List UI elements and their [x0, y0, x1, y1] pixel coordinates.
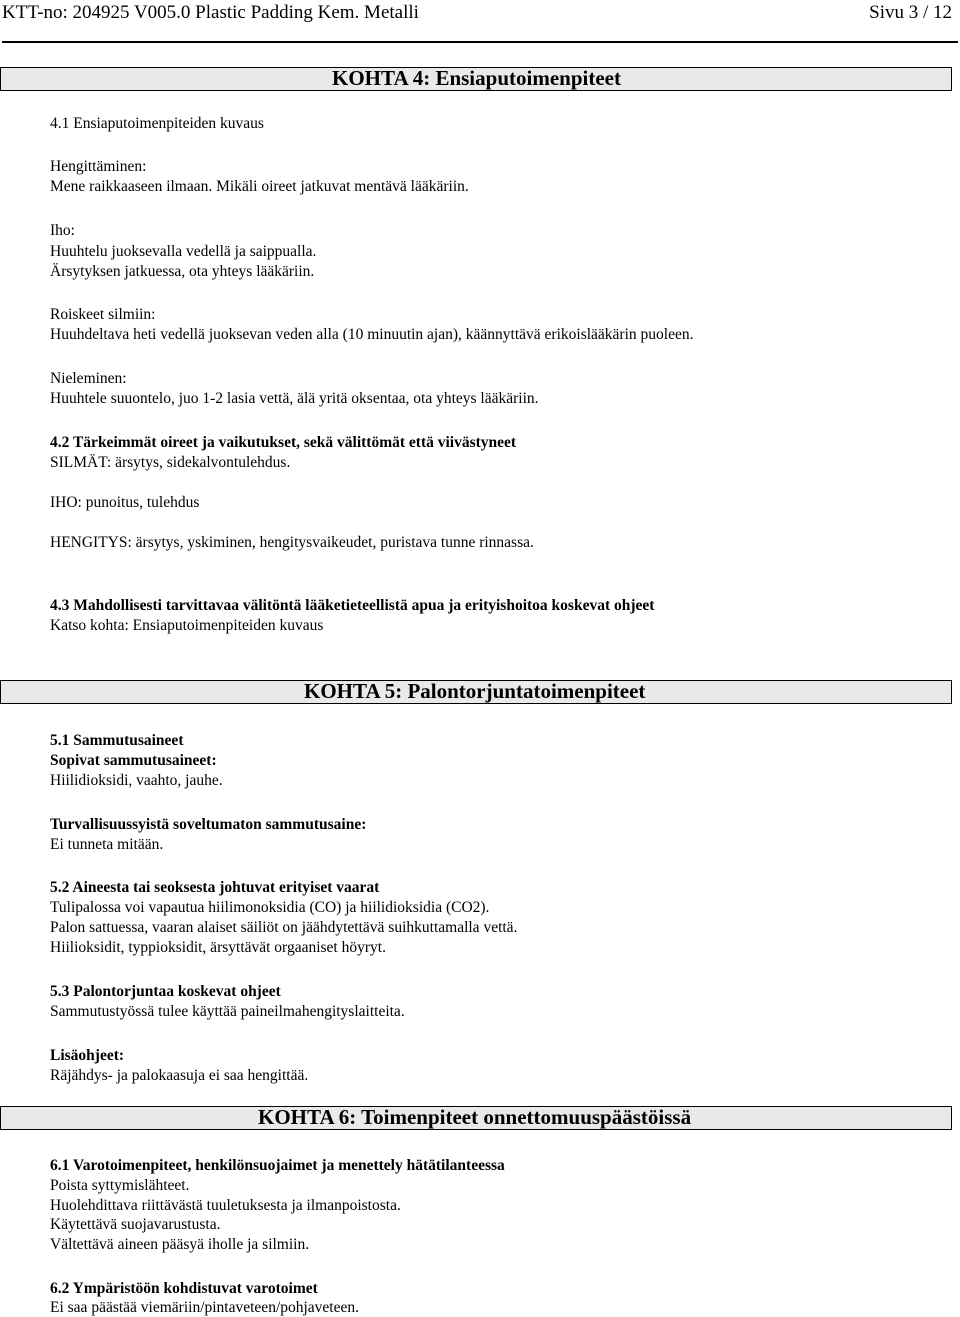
- s61-heading: 6.1 Varotoimenpiteet, henkilönsuojaimet ja menettely hätätilanteessa: [50, 1157, 505, 1174]
- s61-text-1: Poista syttymislähteet.: [50, 1177, 190, 1194]
- eyes-label: Roiskeet silmiin:: [50, 306, 156, 323]
- s62-heading: 6.2 Ympäristöön kohdistuvat varotoimet: [50, 1280, 318, 1297]
- ingestion-label: Nieleminen:: [50, 370, 127, 387]
- skin-text-1: Huuhtelu juoksevalla vedellä ja saippualla.: [50, 243, 317, 260]
- s42-breathing: HENGITYS: ärsytys, yskiminen, hengitysvaikeudet, puristava tunne rinnassa.: [50, 534, 534, 551]
- s52-text-2: Palon sattuessa, vaaran alaiset säiliöt on jäähdytettävä suihkuttamalla vettä.: [50, 919, 518, 936]
- document-id: KTT-no: 204925 V005.0 Plastic Padding Kem. Metalli: [2, 2, 419, 23]
- s43-heading: 4.3 Mahdollisesti tarvittavaa välitöntä lääketieteellistä apua ja erityishoitoa koskevat ohjeet: [50, 597, 655, 614]
- section-5-title: KOHTA 5: Palontorjuntatoimenpiteet: [304, 679, 646, 703]
- skin-text-2: Ärsytyksen jatkuessa, ota yhteys lääkäriin.: [50, 263, 315, 280]
- s52-text-1: Tulipalossa voi vapautua hiilimonoksidia (CO) ja hiilidioksidia (CO2).: [50, 899, 490, 916]
- s62-text: Ei saa päästää viemäriin/pintaveteen/pohjaveteen.: [50, 1299, 360, 1316]
- s52-heading: 5.2 Aineesta tai seoksesta johtuvat erityiset vaarat: [50, 879, 380, 896]
- s61-text-4: Vältettävä aineen pääsyä iholle ja silmiin.: [50, 1236, 310, 1253]
- s43-text: Katso kohta: Ensiaputoimenpiteiden kuvaus: [50, 617, 324, 634]
- section-6-title: KOHTA 6: Toimenpiteet onnettomuuspäästöissä: [258, 1105, 692, 1129]
- s42-skin: IHO: punoitus, tulehdus: [50, 494, 200, 511]
- inhalation-text: Mene raikkaaseen ilmaan. Mikäli oireet jatkuvat mentävä lääkäriin.: [50, 178, 469, 195]
- ingestion-text: Huuhtele suuontelo, juo 1-2 lasia vettä, älä yritä oksentaa, ota yhteys lääkäriin.: [50, 390, 539, 407]
- additional-label: Lisäohjeet:: [50, 1047, 125, 1064]
- eyes-text: Huuhdeltava heti vedellä juoksevan veden alla (10 minuutin ajan), käännyttävä erikoislääkärin puoleen.: [50, 326, 694, 343]
- page-header: [0, 0, 960, 44]
- s51-heading: 5.1 Sammutusaineet: [50, 732, 184, 749]
- header-divider: [2, 41, 958, 43]
- s53-heading: 5.3 Palontorjuntaa koskevat ohjeet: [50, 983, 281, 1000]
- unsuitable-agents-label: Turvallisuussyistä soveltumaton sammutusaine:: [50, 816, 367, 833]
- s52-text-3: Hiilioksidit, typpioksidit, ärsyttävät orgaaniset höyryt.: [50, 939, 386, 956]
- page-number: Sivu 3 / 12: [869, 2, 952, 23]
- s53-text: Sammutustyössä tulee käyttää paineilmahengityslaitteita.: [50, 1003, 405, 1020]
- inhalation-label: Hengittäminen:: [50, 158, 147, 175]
- s61-text-3: Käytettävä suojavarustusta.: [50, 1216, 221, 1233]
- unsuitable-agents-text: Ei tunneta mitään.: [50, 836, 164, 853]
- s42-eyes: SILMÄT: ärsytys, sidekalvontulehdus.: [50, 454, 291, 471]
- skin-label: Iho:: [50, 222, 75, 239]
- s61-text-2: Huolehdittava riittävästä tuuletuksesta ja ilmanpoistosta.: [50, 1197, 401, 1214]
- suitable-agents-text: Hiilidioksidi, vaahto, jauhe.: [50, 772, 223, 789]
- section-4-title: KOHTA 4: Ensiaputoimenpiteet: [332, 66, 621, 90]
- s42-heading: 4.2 Tärkeimmät oireet ja vaikutukset, sekä välittömät että viivästyneet: [50, 434, 517, 451]
- suitable-agents-label: Sopivat sammutusaineet:: [50, 752, 217, 769]
- additional-text: Räjähdys- ja palokaasuja ei saa hengittää.: [50, 1067, 309, 1084]
- s41-heading: 4.1 Ensiaputoimenpiteiden kuvaus: [50, 115, 264, 132]
